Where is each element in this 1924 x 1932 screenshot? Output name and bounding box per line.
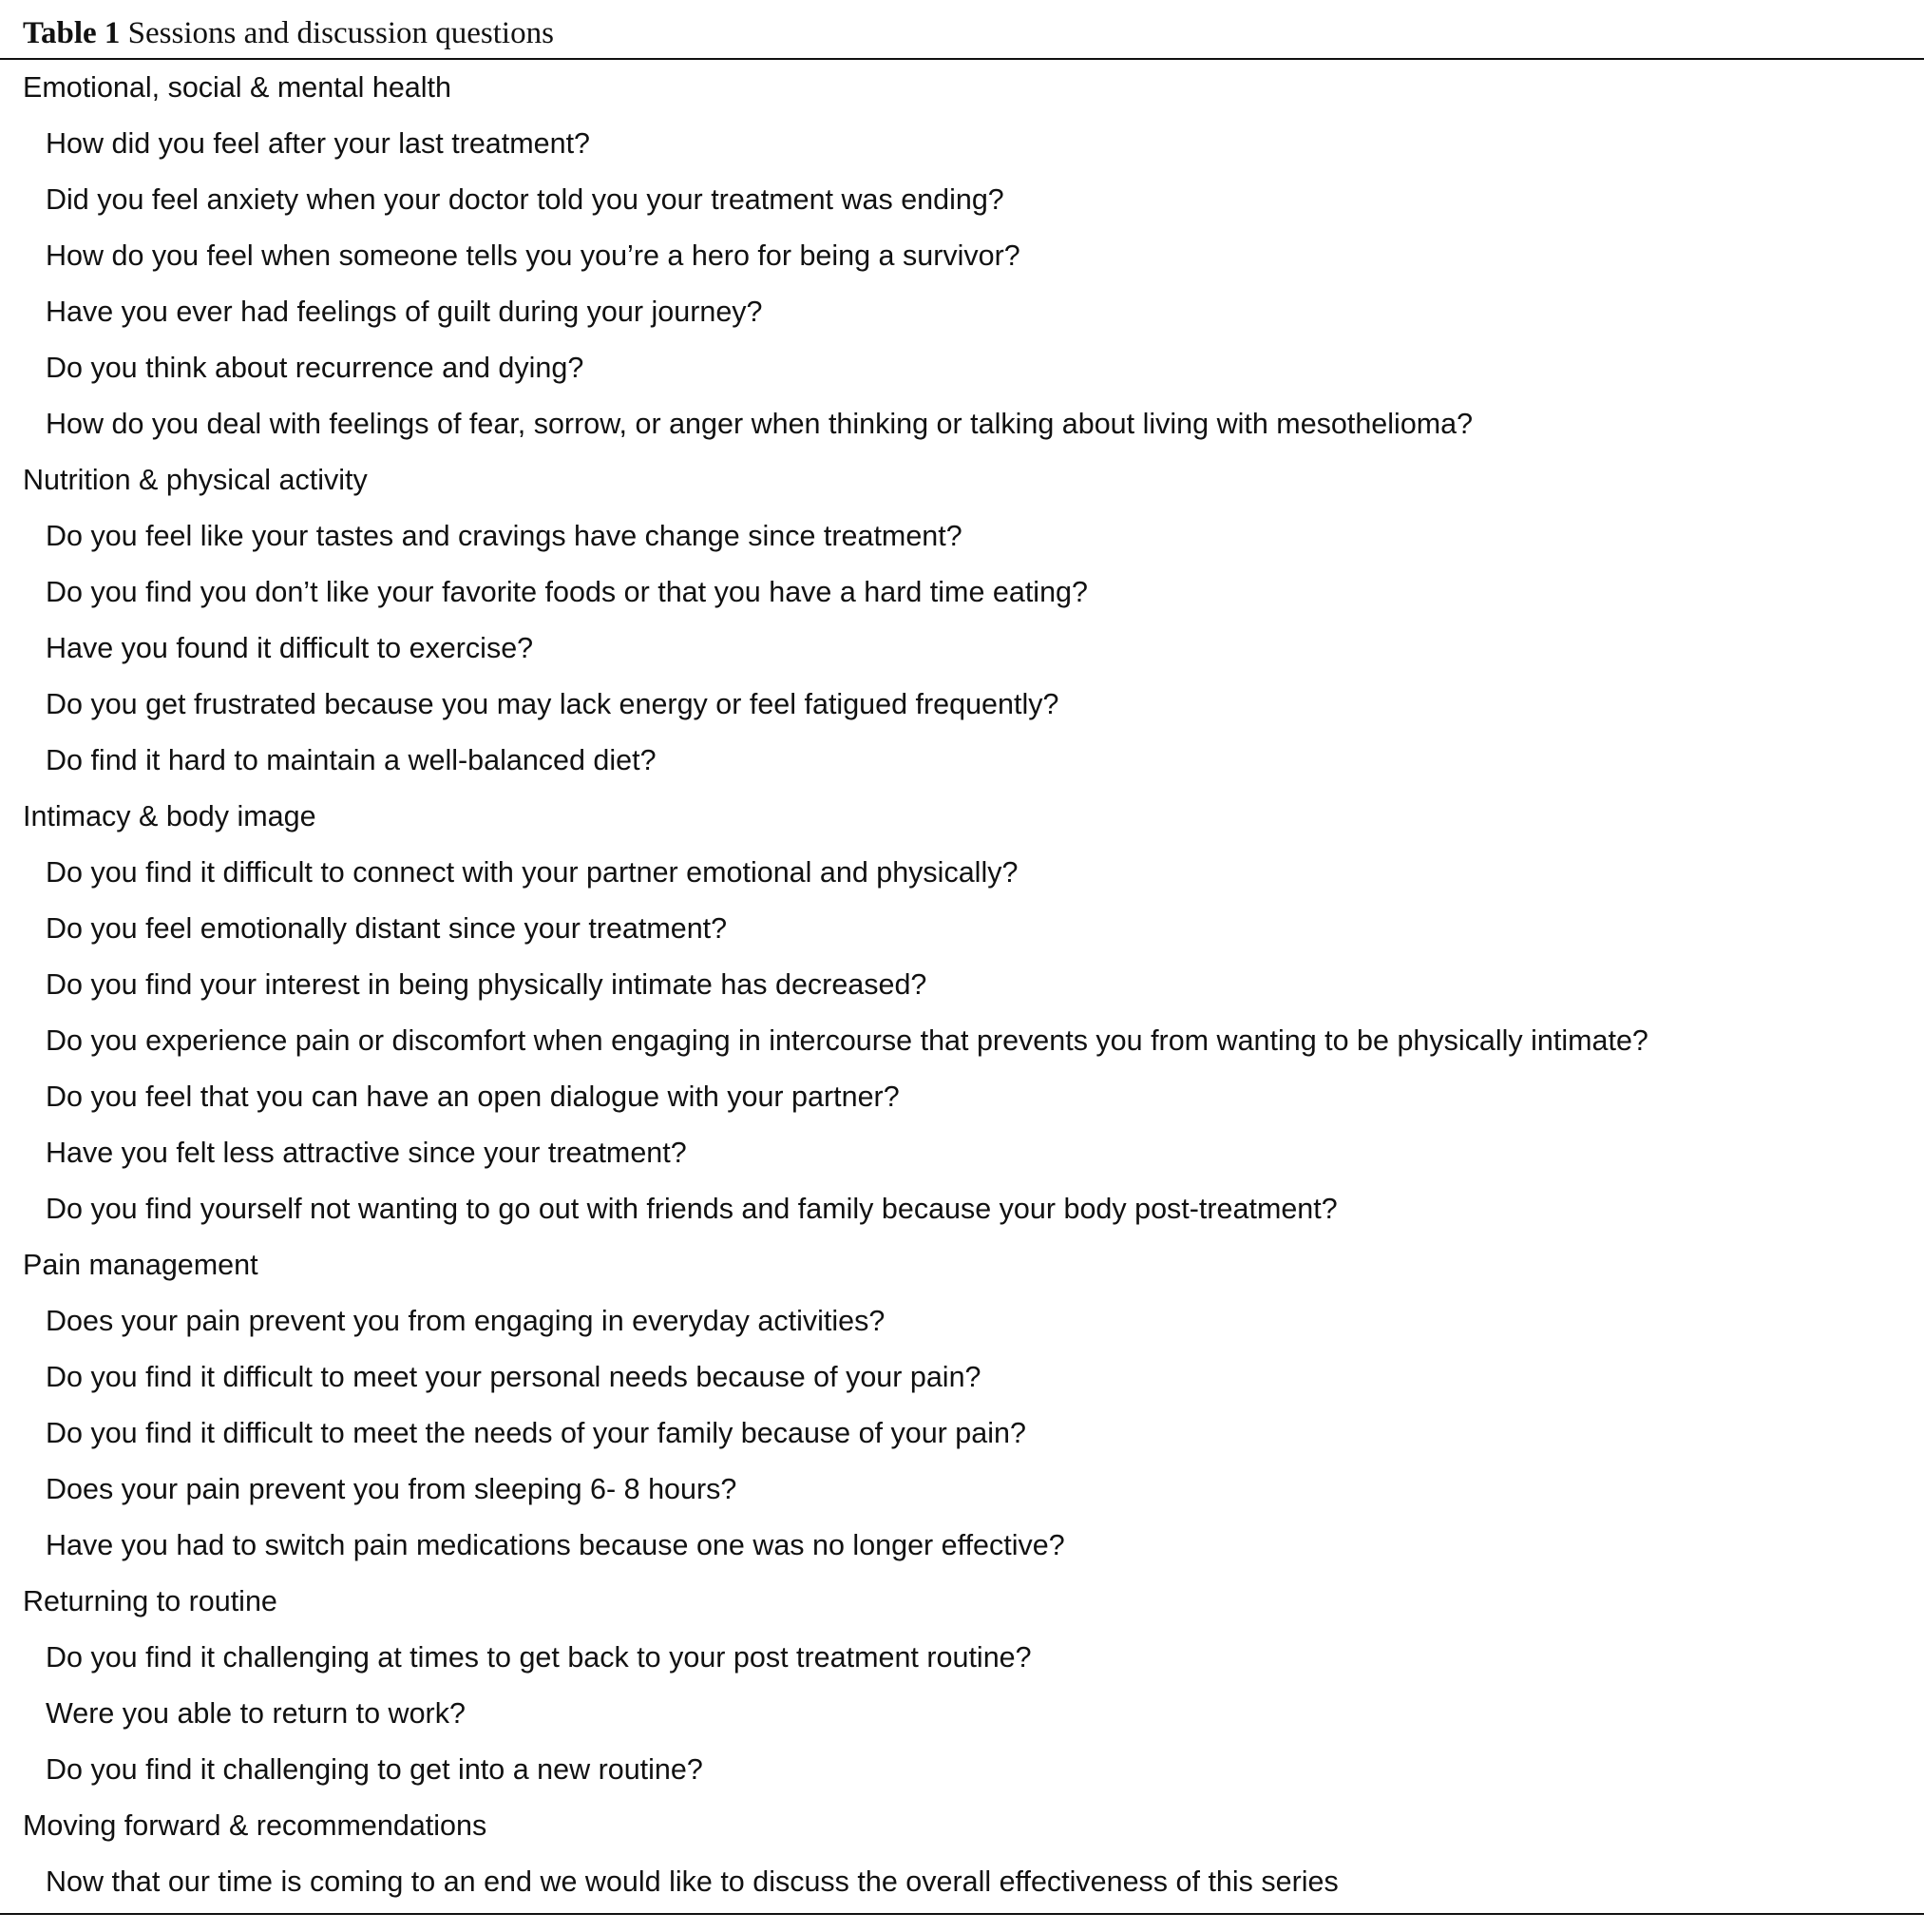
question-row: Does your pain prevent you from engaging in everyday activities? — [46, 1305, 886, 1337]
question-row: Do you find your interest in being physically intimate has decreased? — [46, 968, 927, 1001]
question-row: Do you find you don’t like your favorite foods or that you have a hard time eating? — [46, 576, 1088, 608]
question-row: Do you find it challenging at times to get back to your post treatment routine? — [46, 1641, 1032, 1674]
section-heading: Nutrition & physical activity — [23, 464, 368, 496]
section-heading: Intimacy & body image — [23, 800, 316, 832]
question-row: How do you feel when someone tells you you’re a hero for being a survivor? — [46, 239, 1020, 272]
question-row: Do you think about recurrence and dying? — [46, 352, 584, 384]
question-row: Do you find yourself not wanting to go out with friends and family because your body post-treatment? — [46, 1193, 1338, 1225]
question-row: Do you find it difficult to connect with your partner emotional and physically? — [46, 856, 1019, 889]
question-row: Do you feel emotionally distant since your treatment? — [46, 912, 728, 945]
question-row: How did you feel after your last treatment? — [46, 127, 591, 160]
question-row: Do you get frustrated because you may lack energy or feel fatigued frequently? — [46, 688, 1059, 720]
question-row: Have you felt less attractive since your treatment? — [46, 1137, 687, 1169]
section-heading: Moving forward & recommendations — [23, 1809, 487, 1842]
table-caption-title: Sessions and discussion questions — [127, 16, 554, 50]
question-row: Does your pain prevent you from sleeping 6- 8 hours? — [46, 1473, 737, 1505]
table-body — [0, 60, 1924, 1910]
table-caption — [23, 10, 554, 57]
question-row: Now that our time is coming to an end we would like to discuss the overall effectiveness of this series — [46, 1865, 1339, 1898]
table-caption-label: Table 1 — [23, 16, 121, 50]
question-row: Have you ever had feelings of guilt during your journey? — [46, 296, 763, 328]
question-row: Have you found it difficult to exercise? — [46, 632, 534, 664]
question-row: Do you experience pain or discomfort when engaging in intercourse that prevents you from wanting to be physically intimate? — [46, 1024, 1648, 1057]
question-row: How do you deal with feelings of fear, sorrow, or anger when thinking or talking about living with mesothelioma? — [46, 408, 1474, 440]
question-row: Were you able to return to work? — [46, 1697, 466, 1730]
bottom-rule — [0, 1913, 1924, 1915]
question-row: Do you find it challenging to get into a new routine? — [46, 1753, 703, 1786]
question-row: Do you find it difficult to meet your personal needs because of your pain? — [46, 1361, 981, 1393]
question-row: Do you feel like your tastes and cravings have change since treatment? — [46, 520, 962, 552]
section-heading: Returning to routine — [23, 1585, 277, 1617]
question-row: Do find it hard to maintain a well-balanced diet? — [46, 744, 657, 776]
question-row: Have you had to switch pain medications because one was no longer effective? — [46, 1529, 1065, 1561]
section-heading: Emotional, social & mental health — [23, 71, 451, 104]
section-heading: Pain management — [23, 1249, 258, 1281]
question-row: Do you feel that you can have an open dialogue with your partner? — [46, 1081, 900, 1113]
question-row: Did you feel anxiety when your doctor told you your treatment was ending? — [46, 183, 1004, 216]
question-row: Do you find it difficult to meet the needs of your family because of your pain? — [46, 1417, 1026, 1449]
